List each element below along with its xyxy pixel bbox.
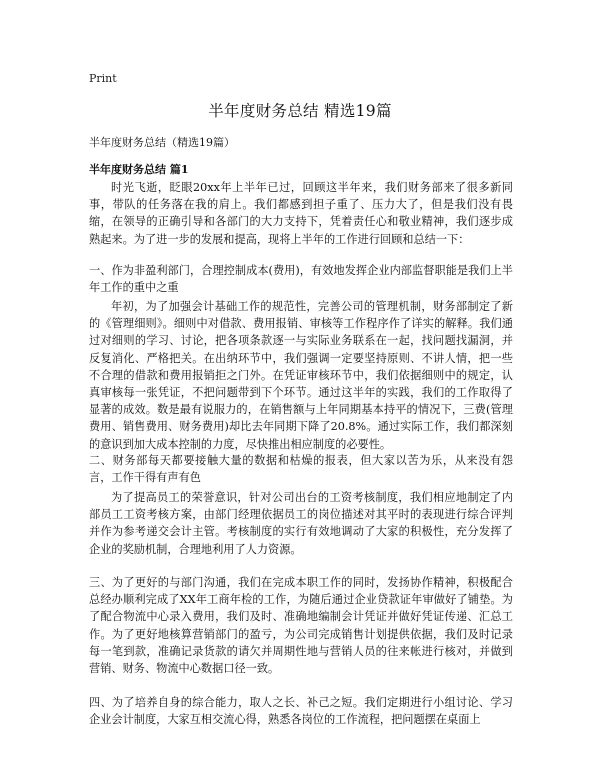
paragraph-point-1-body: 年初，为了加强会计基础工作的规范性，完善公司的管理机制，财务部制定了新的《管理细则》。细则中对借款、费用报销、审核等工作程序作了详实的解释。我们通过对细则的学习、讨论，把各项条款逐一与实际业务联系在一起，找问题找漏洞，并反复消化、严格把关。在出纳环节中，我们强调一定要坚持原则、不讲人情，把一些不合理的借款和费用报销拒之门外。在凭证审核环节中，我们依据细则中的规定，认真审核每一张凭证，不把问题带到下个环节。通过这半年的实践，我们的工作取得了显著的成效。数是最有说服力的，在销售额与上年同期基本持平的情况下，三费(管理费用、销售费用、财务费用)却比去年同期下降了20.8%。通过实际工作，我们都深刻的意识到加大成本控制的力度，尽快推出相应制度的必要性。 <box>89 300 513 451</box>
document-subtitle: 半年度财务总结（精选19篇） <box>89 136 235 149</box>
paragraph-point-1-heading: 一、作为非盈利部门，合理控制成本(费用)，有效地发挥企业内部监督职能是我们上半年工作的重中之重 <box>89 264 513 295</box>
section-heading: 半年度财务总结 篇1 <box>89 163 189 176</box>
paragraph-point-2-body: 为了提高员工的荣誉意识，针对公司出台的工资考核制度，我们相应地制定了内部员工工资考核方案，由部门经理依据员工的岗位描述对其平时的表现进行综合评判并作为参考递交会计主管。考核制度的实行有效地调动了大家的积极性，充分发挥了企业的奖励机制，合理地利用了人力资源。 <box>89 491 513 556</box>
paragraph-point-2-heading: 二、财务部每天都要接触大量的数据和枯燥的报表，但大家以苦为乐，从来没有怨言，工作干得有声有色 <box>89 454 513 485</box>
paragraph-point-4: 四、为了培养自身的综合能力，取人之长、补己之短。我们定期进行小组讨论、学习企业会计制度，大家互相交流心得，熟悉各岗位的工作流程，把问题摆在桌面上 <box>89 696 513 727</box>
paragraph-intro: 时光飞逝，眨眼20xx年上半年已过，回顾这半年来，我们财务部来了很多新同事，带队的任务落在我的肩上。我们都感到担子重了、压力大了，但是我们没有畏缩，在领导的正确引导和各部门的大力支持下，凭着责任心和敬业精神，我们逐步成熟起来。为了进一步的发展和提高，现将上半年的工作进行回顾和总结一下： <box>89 181 513 246</box>
page-title: 半年度财务总结 精选19篇 <box>208 102 392 120</box>
paragraph-point-3: 三、为了更好的与部门沟通，我们在完成本职工作的同时，发扬协作精神，积极配合总经办顺利完成了XX年工商年检的工作，为随后通过企业贷款证年审做好了铺垫。为了配合物流中心录入费用，我们及时、准确地编制会计凭证并做好凭证传递、汇总工作。为了更好地核算营销部门的盈亏，为公司完成销售计划提供依据，我们及时记录每一笔到款，准确记录货款的请欠并周期性地与营销人员的往来帐进行核对，并做到营销、财务、物流中心数据口径一致。 <box>89 576 513 676</box>
print-link[interactable]: Print <box>89 72 117 85</box>
